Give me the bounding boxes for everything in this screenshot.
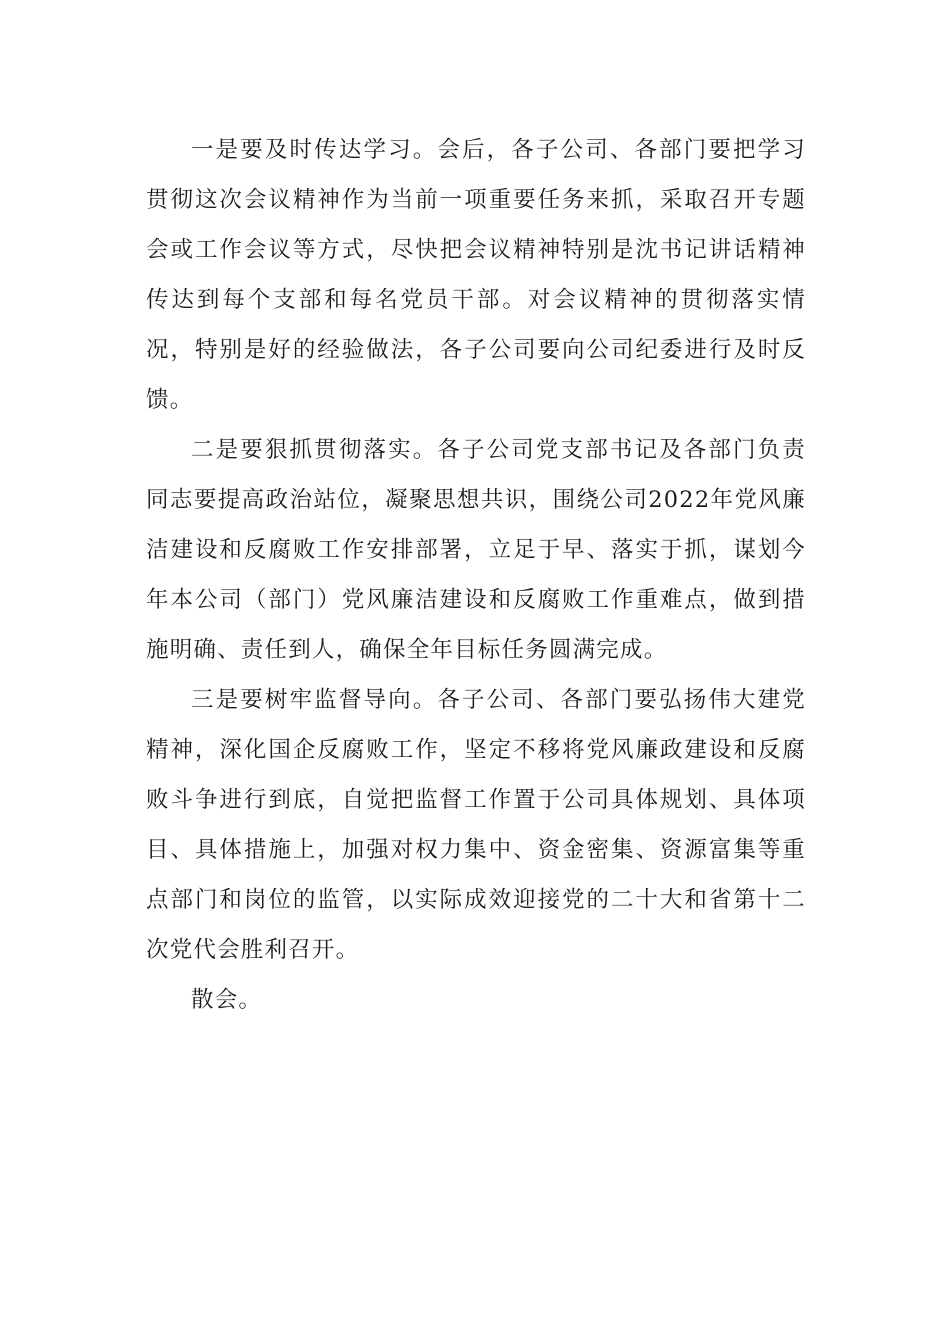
paragraph-implementation: 二是要狠抓贯彻落实。各子公司党支部书记及各部门负责同志要提高政治站位，凝聚思想共识，围绕公司2022年党风廉洁建设和反腐败工作安排部署，立足于早、落实于抓，谋划今年本公司（部门）党风廉洁建设和反腐败工作重难点，做到措施明确、责任到人，确保全年目标任务圆满完成。: [146, 437, 806, 663]
document-body: [146, 125, 806, 1025]
paragraph-transmit-learning: 一是要及时传达学习。会后，各子公司、各部门要把学习贯彻这次会议精神作为当前一项重要任务来抓，采取召开专题会或工作会议等方式，尽快把会议精神特别是沈书记讲话精神传达到每个支部和每名党员干部。对会议精神的贯彻落实情况，特别是好的经验做法，各子公司要向公司纪委进行及时反馈。: [146, 137, 806, 413]
paragraph-supervision: 三是要树牢监督导向。各子公司、各部门要弘扬伟大建党精神，深化国企反腐败工作，坚定不移将党风廉政建设和反腐败斗争进行到底，自觉把监督工作置于公司具体规划、具体项目、具体措施上，加强对权力集中、资金密集、资源富集等重点部门和岗位的监管，以实际成效迎接党的二十大和省第十二次党代会胜利召开。: [146, 687, 806, 963]
paragraph-adjourn: 散会。: [191, 987, 263, 1013]
